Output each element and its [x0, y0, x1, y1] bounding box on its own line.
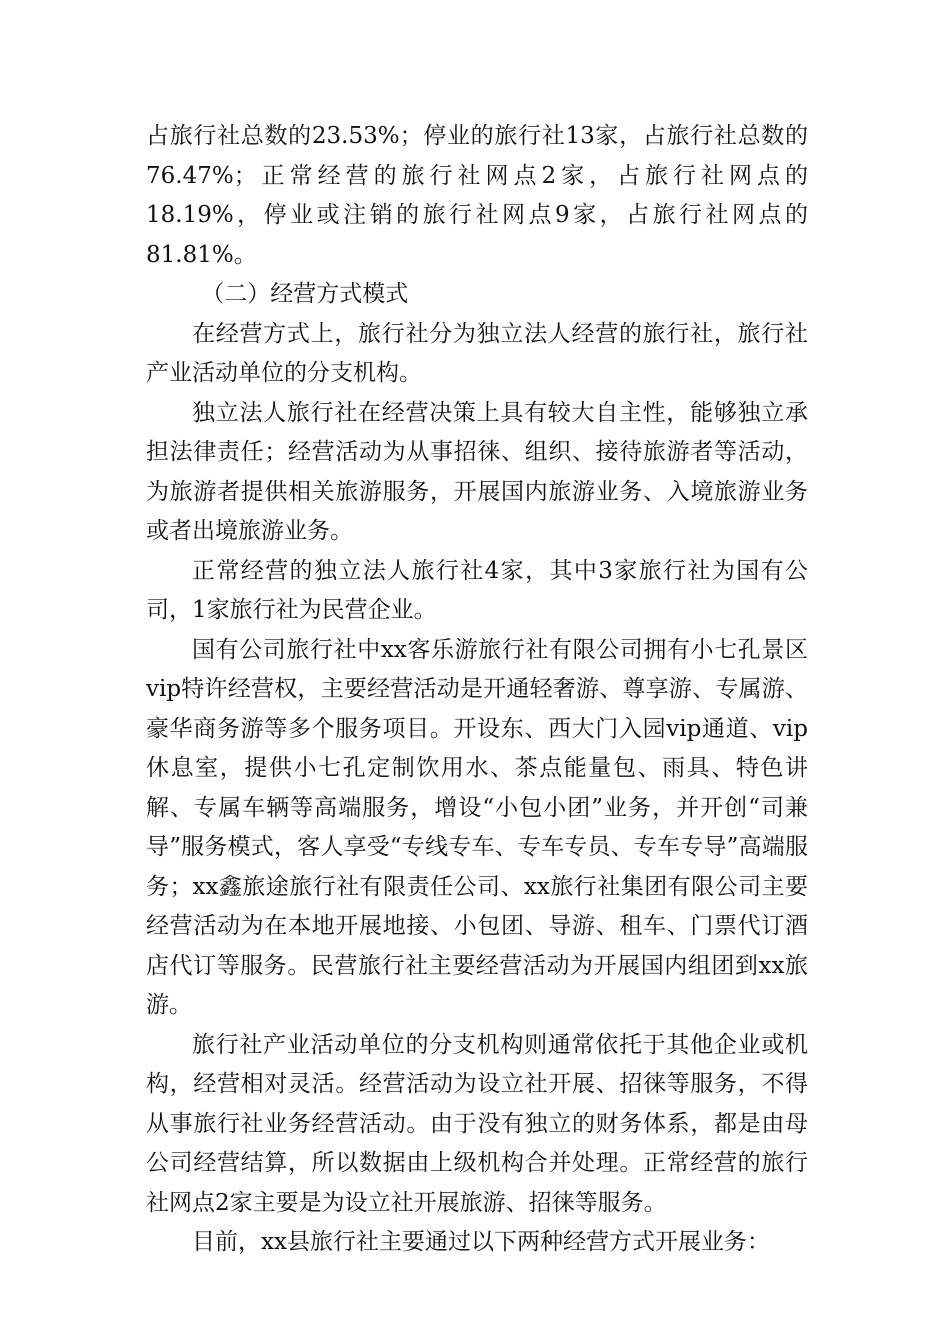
paragraph-branch-offices: 旅行社产业活动单位的分支机构则通常依托于其他企业或机构，经营相对灵活。经营活动为设立社开展、招徕等服务，不得从事旅行社业务经营活动。由于没有独立的财务体系，都是由母公司经营结算，所以数据由上级机构合并处理。正常经营的旅行社网点2家主要是为设立社开展旅游、招徕等服务。 — [146, 1031, 808, 1216]
paragraph-statistics-continued: 占旅行社总数的23.53%；停业的旅行社13家，占旅行社总数的76.47%；正常经营的旅行社网点2家，占旅行社网点的18.19%，停业或注销的旅行社网点9家，占旅行社网点的81.81%。 — [146, 123, 808, 268]
paragraph-operation-types: 在经营方式上，旅行社分为独立法人经营的旅行社，旅行社产业活动单位的分支机构。 — [146, 320, 808, 386]
paragraph-normal-operation-count: 正常经营的独立法人旅行社4家，其中3家旅行社为国有公司，1家旅行社为民营企业。 — [146, 557, 808, 623]
document-body — [146, 117, 808, 1263]
paragraph-state-owned-agencies: 国有公司旅行社中xx客乐游旅行社有限公司拥有小七孔景区vip特许经营权，主要经营活动是开通轻奢游、尊享游、专属游、豪华商务游等多个服务项目。开设东、西大门入园vip通道、vip休息室，提供小七孔定制饮用水、茶点能量包、雨具、特色讲解、专属车辆等高端服务，增设“小包小团”业务，并开创“司兼导”服务模式，客人享受“专线专车、专车专员、专车专导”高端服务；xx鑫旅途旅行社有限责任公司、xx旅行社集团有限公司主要经营活动为在本地开展地接、小包团、导游、租车、门票代订酒店代订等服务。民营旅行社主要经营活动为开展国内组团到xx旅游。 — [146, 636, 808, 1018]
paragraph-current-methods: 目前，xx县旅行社主要通过以下两种经营方式开展业务： — [192, 1229, 770, 1255]
section-heading: （二）经营方式模式 — [201, 281, 409, 307]
paragraph-independent-legal-entity: 独立法人旅行社在经营决策上具有较大自主性，能够独立承担法律责任；经营活动为从事招徕、组织、接待旅游者等活动，为旅游者提供相关旅游服务，开展国内旅游业务、入境旅游业务或者出境旅游业务。 — [146, 399, 808, 544]
